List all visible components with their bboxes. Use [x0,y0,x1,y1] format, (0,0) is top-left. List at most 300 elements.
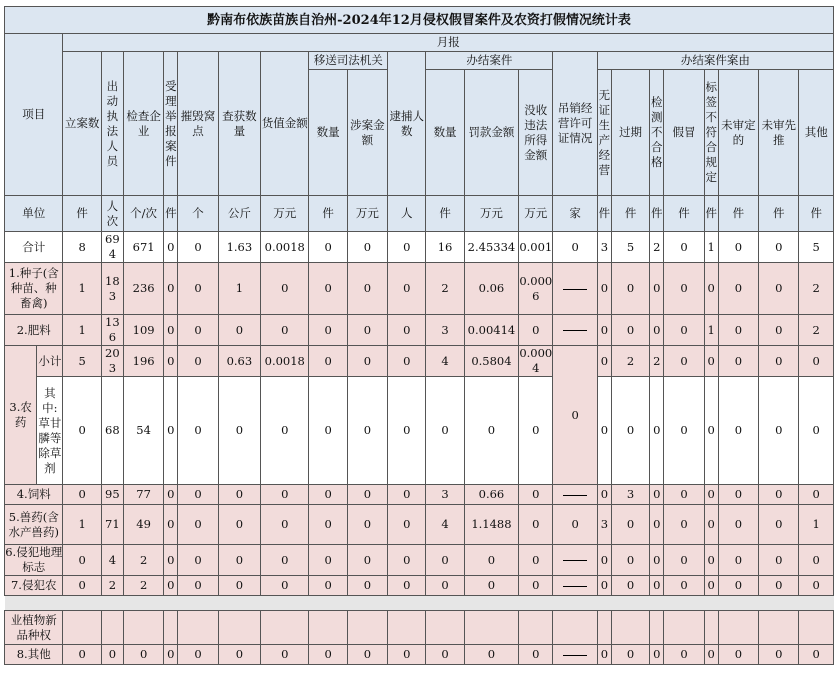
header-transfer-group: 移送司法机关 [309,52,388,70]
value-cell: 0 [388,263,426,315]
header-seized-qty: 查获数量 [218,52,260,196]
value-cell: 0.0006 [519,263,553,315]
row-label: 6.侵犯地理标志 [5,545,63,574]
row-label: 业植物新品种权 [5,611,63,645]
value-cell: 0 [664,645,704,665]
value-cell: 0 [309,346,347,377]
value-cell: 3 [597,232,611,263]
value-cell: 0 [759,545,799,576]
empty-cell [388,611,426,645]
unit-cell: 人次 [101,196,123,232]
value-cell: 0 [799,377,834,485]
table-row [5,232,834,263]
value-cell: 183 [101,263,123,315]
value-cell: 0 [799,545,834,576]
empty-cell [799,611,834,645]
value-cell: 0 [718,263,758,315]
unit-cell: 件 [664,196,704,232]
header-monthly: 月报 [63,34,834,52]
value-cell: 4 [426,346,464,377]
empty-cell [650,611,664,645]
value-cell: 0 [218,377,260,485]
value-cell: 0 [664,346,704,377]
header-transfer-count: 数量 [309,70,347,196]
row-group-label: 3.农药 [5,346,37,485]
unit-cell: 件 [63,196,101,232]
header-confiscated: 没收违法所得金额 [519,70,553,196]
row-gap [5,596,834,611]
value-cell: 0 [650,263,664,315]
no-value-dash [553,645,597,665]
header-reports: 受理举报案件 [164,52,178,196]
value-cell: 3 [426,485,464,505]
value-cell: 0 [164,315,178,346]
value-cell: 2 [650,346,664,377]
header-other: 其他 [799,70,834,196]
gap-cell [5,596,834,611]
value-cell: 0 [759,232,799,263]
value-cell: 0 [464,545,518,576]
unit-cell: 人 [388,196,426,232]
table-row [5,485,834,505]
value-cell: 0 [650,576,664,596]
value-cell: 0 [178,346,218,377]
value-cell: 0 [799,645,834,665]
header-item: 项目 [5,34,63,196]
value-cell: 0 [164,485,178,505]
value-cell: 0 [178,485,218,505]
value-cell: 0 [218,576,260,596]
value-cell: 0 [388,576,426,596]
value-cell: 0.66 [464,485,518,505]
header-arrests: 逮捕人数 [388,52,426,196]
value-cell: 0 [347,346,387,377]
value-cell: 0 [597,315,611,346]
value-cell: 0 [611,505,649,545]
value-cell: 95 [101,485,123,505]
unit-cell: 件 [650,196,664,232]
no-value-dash [553,485,597,505]
value-cell: 0 [664,263,704,315]
value-cell: 0 [759,645,799,665]
empty-cell [309,611,347,645]
value-cell: 0 [664,485,704,505]
value-cell: 0 [718,232,758,263]
value-cell: 0 [464,377,518,485]
empty-cell [704,611,718,645]
value-cell: 0 [309,545,347,576]
row-label: 7.侵犯农 [5,576,63,596]
table-row [5,377,834,485]
header-dens: 摧毁窝点 [178,52,218,196]
unit-cell: 件 [426,196,464,232]
table-row [5,645,834,665]
unit-cell: 件 [759,196,799,232]
empty-cell [101,611,123,645]
statistics-table [4,6,834,665]
table-row [5,505,834,545]
value-cell: 2 [799,315,834,346]
value-cell: 0 [611,263,649,315]
unit-cell: 个/次 [123,196,163,232]
value-cell: 1 [218,263,260,315]
empty-cell [164,611,178,645]
unit-cell: 件 [597,196,611,232]
value-cell: 0 [611,576,649,596]
value-cell: 0 [63,377,101,485]
value-cell: 0 [347,377,387,485]
value-cell: 0 [426,576,464,596]
value-cell: 0 [519,505,553,545]
unit-cell: 万元 [464,196,518,232]
value-cell: 5 [611,232,649,263]
value-cell: 0 [347,315,387,346]
value-cell: 671 [123,232,163,263]
value-cell: 109 [123,315,163,346]
value-cell: 0 [464,645,518,665]
value-cell: 0.0004 [519,346,553,375]
unit-cell: 件 [799,196,834,232]
header-expired: 过期 [611,70,649,196]
header-inspectors: 出动执法人员 [101,52,123,196]
table-row [5,576,834,596]
value-cell: 0 [704,485,718,505]
value-cell: 0 [704,377,718,485]
unit-cell: 公斤 [218,196,260,232]
value-cell: 0 [388,545,426,576]
row-label: 合计 [5,232,63,263]
value-cell: 0 [718,346,758,377]
value-cell: 0.0018 [261,232,309,263]
value-cell: 2 [611,346,649,377]
value-cell: 0 [347,263,387,315]
unit-cell: 万元 [519,196,553,232]
value-cell: 0 [664,232,704,263]
value-cell: 0 [718,576,758,596]
header-settled-group: 办结案件 [426,52,553,70]
value-cell: 0 [63,545,101,576]
value-cell: 0 [347,232,387,263]
value-cell: 0 [309,505,347,545]
value-cell: 0 [388,232,426,263]
value-cell: 0 [597,346,611,377]
value-cell: 0 [164,545,178,576]
value-cell: 0 [799,485,834,505]
value-cell: 0 [759,315,799,346]
unit-cell: 件 [164,196,178,232]
row-label: 8.其他 [5,645,63,665]
value-cell: 0 [597,485,611,505]
value-cell: 16 [426,232,464,263]
value-cell: 0 [261,485,309,505]
value-cell: 0 [309,576,347,596]
value-cell: 0 [664,505,704,545]
unit-cell: 家 [553,196,597,232]
value-cell: 0 [123,645,163,665]
value-cell: 0 [178,505,218,545]
value-cell: 0 [553,505,597,545]
value-cell: 0 [261,315,309,346]
value-cell: 0 [388,346,426,377]
table-row [5,545,834,576]
header-failed-test: 检测不合格 [650,70,664,196]
value-cell: 0 [759,263,799,315]
value-cell: 1.1488 [464,505,518,545]
no-value-dash [553,545,597,576]
value-cell: 0 [704,645,718,665]
empty-cell [261,611,309,645]
value-cell: 0 [63,485,101,505]
value-cell: 0 [664,576,704,596]
value-cell: 0 [388,377,426,485]
empty-cell [178,611,218,645]
value-cell: 0 [650,645,664,665]
value-cell: 0 [704,346,718,377]
row-label: 其中:草甘膦等除草剂 [37,377,63,485]
table-title: 黔南布依族苗族自治州-2024年12月侵权假冒案件及农资打假情况统计表 [5,7,834,34]
value-cell: 0 [799,346,834,377]
unit-cell: 件 [309,196,347,232]
value-cell: 4 [426,505,464,545]
value-cell: 0 [347,545,387,576]
unit-cell: 件 [611,196,649,232]
value-cell: 0 [178,377,218,485]
value-cell: 0 [759,576,799,596]
header-unapproved-first: 未审先推 [759,70,799,196]
value-cell: 0 [759,377,799,485]
empty-cell [611,611,649,645]
value-cell: 236 [123,263,163,315]
value-cell: 1 [63,505,101,545]
value-cell: 68 [101,377,123,485]
value-cell: 0 [347,645,387,665]
value-cell: 0 [261,263,309,315]
header-goods-value: 货值金额 [261,52,309,196]
empty-cell [218,611,260,645]
value-cell: 136 [101,315,123,346]
value-cell: 1 [799,505,834,545]
value-cell: 0 [388,645,426,665]
value-cell: 0 [309,485,347,505]
value-cell: 0 [388,505,426,545]
unit-cell: 万元 [261,196,309,232]
value-cell: 0 [388,315,426,346]
value-cell: 8 [63,232,101,263]
value-cell: 0 [718,377,758,485]
value-cell: 0 [164,377,178,485]
value-cell: 0 [178,545,218,576]
value-cell: 1 [704,232,718,263]
value-cell: 5 [799,232,834,263]
value-cell: 0 [519,576,553,596]
value-cell: 2 [426,263,464,315]
empty-cell [597,611,611,645]
value-cell: 1 [63,315,101,346]
value-cell: 0 [553,232,597,263]
value-cell: 0 [611,315,649,346]
value-cell: 0 [164,263,178,315]
value-cell: 0 [704,576,718,596]
value-cell: 0 [519,485,553,505]
value-cell: 0 [597,576,611,596]
header-bad-label: 标签不符合规定 [704,70,718,196]
value-cell: 0 [164,505,178,545]
table-row [5,315,834,346]
value-cell: 0 [309,377,347,485]
value-cell: 0 [519,377,553,485]
value-cell: 0 [218,315,260,346]
row-label: 5.兽药(含水产兽药) [5,505,63,545]
value-cell: 77 [123,485,163,505]
value-cell: 0 [426,545,464,576]
header-fake: 假冒 [664,70,704,196]
value-cell: 0 [178,576,218,596]
value-cell: 0.06 [464,263,518,315]
value-cell: 0 [597,263,611,315]
value-cell: 71 [101,505,123,545]
row-label: 4.饲料 [5,485,63,505]
value-cell: 0 [718,505,758,545]
value-cell: 0.001 [519,232,553,263]
value-cell: 0 [799,576,834,596]
unit-cell: 万元 [347,196,387,232]
value-cell: 0 [704,505,718,545]
value-cell: 0 [759,346,799,377]
value-cell: 0 [309,232,347,263]
empty-cell [553,611,597,645]
value-cell: 0 [519,545,553,576]
value-cell: 0 [309,315,347,346]
empty-cell [718,611,758,645]
value-cell: 0 [218,645,260,665]
empty-cell [347,611,387,645]
row-label: 2.肥料 [5,315,63,346]
header-no-license: 无证生产经营 [597,70,611,196]
value-cell: 0.00414 [464,315,518,346]
empty-cell [464,611,518,645]
value-cell: 5 [63,346,101,377]
value-cell: 0 [650,505,664,545]
value-cell: 0 [178,263,218,315]
value-cell: 0 [261,645,309,665]
statistics-sheet [4,6,834,665]
value-cell: 0 [759,505,799,545]
value-cell: 0 [759,485,799,505]
value-cell: 0 [650,377,664,485]
value-cell: 2 [123,576,163,596]
empty-cell [664,611,704,645]
value-cell: 2 [101,576,123,596]
unit-cell: 件 [704,196,718,232]
value-cell: 0 [178,315,218,346]
value-cell: 694 [101,232,123,263]
header-unapproved: 未审定的 [718,70,758,196]
header-settled-count: 数量 [426,70,464,196]
value-cell: 0 [261,576,309,596]
value-cell: 0 [218,505,260,545]
value-cell: 0 [388,485,426,505]
empty-cell [63,611,101,645]
empty-cell [759,611,799,645]
value-cell: 0 [597,377,611,485]
table-row [5,346,834,377]
value-cell: 3 [611,485,649,505]
value-cell: 0.63 [218,346,260,377]
value-cell: 0.0018 [261,346,309,377]
value-cell: 0 [426,377,464,485]
value-cell: 0 [704,545,718,576]
header-transfer-amount: 涉案金额 [347,70,387,196]
unit-cell: 件 [718,196,758,232]
header-fine: 罚款金额 [464,70,518,196]
value-cell: 0 [164,645,178,665]
empty-cell [426,611,464,645]
value-cell: 4 [101,545,123,576]
value-cell: 1.63 [218,232,260,263]
value-cell: 2 [123,545,163,576]
value-cell: 196 [123,346,163,377]
value-cell: 0 [519,645,553,665]
value-cell: 0 [664,315,704,346]
value-cell: 0 [464,576,518,596]
row-label: 1.种子(含种苗、种畜禽) [5,263,63,315]
value-cell: 2 [650,232,664,263]
value-cell: 0 [309,645,347,665]
value-cell: 0 [664,377,704,485]
value-cell: 0 [178,232,218,263]
value-cell: 0.5804 [464,346,518,377]
value-cell: 0 [718,545,758,576]
units-label: 单位 [5,196,63,232]
value-cell: 54 [123,377,163,485]
value-cell: 0 [347,576,387,596]
value-cell: 0 [178,645,218,665]
value-cell: 0 [718,315,758,346]
unit-cell: 个 [178,196,218,232]
header-companies: 检查企业 [123,52,163,196]
value-cell: 0 [650,315,664,346]
empty-cell [519,611,553,645]
value-cell: 3 [426,315,464,346]
value-cell: 0 [611,545,649,576]
value-cell: 1 [63,263,101,315]
value-cell: 0 [309,263,347,315]
value-cell: 0 [164,576,178,596]
no-value-dash [553,315,597,346]
value-cell: 1 [704,315,718,346]
value-cell: 0 [650,545,664,576]
value-cell: 0 [718,485,758,505]
value-cell: 0 [347,505,387,545]
row-label: 小计 [37,346,63,377]
value-cell: 0 [718,645,758,665]
value-cell: 0 [261,377,309,485]
value-cell: 2.45334 [464,232,518,263]
value-cell: 0 [664,545,704,576]
value-cell: 2 [799,263,834,315]
value-cell: 0 [164,232,178,263]
no-value-dash [553,263,597,315]
value-cell: 0 [597,645,611,665]
value-cell: 0 [218,545,260,576]
value-cell: 0 [164,346,178,377]
header-cases-filed: 立案数 [63,52,101,196]
value-cell: 0 [426,645,464,665]
value-cell: 0 [704,263,718,315]
value-cell: 49 [123,505,163,545]
header-cause-group: 办结案件案由 [597,52,833,70]
value-cell: 0 [63,576,101,596]
